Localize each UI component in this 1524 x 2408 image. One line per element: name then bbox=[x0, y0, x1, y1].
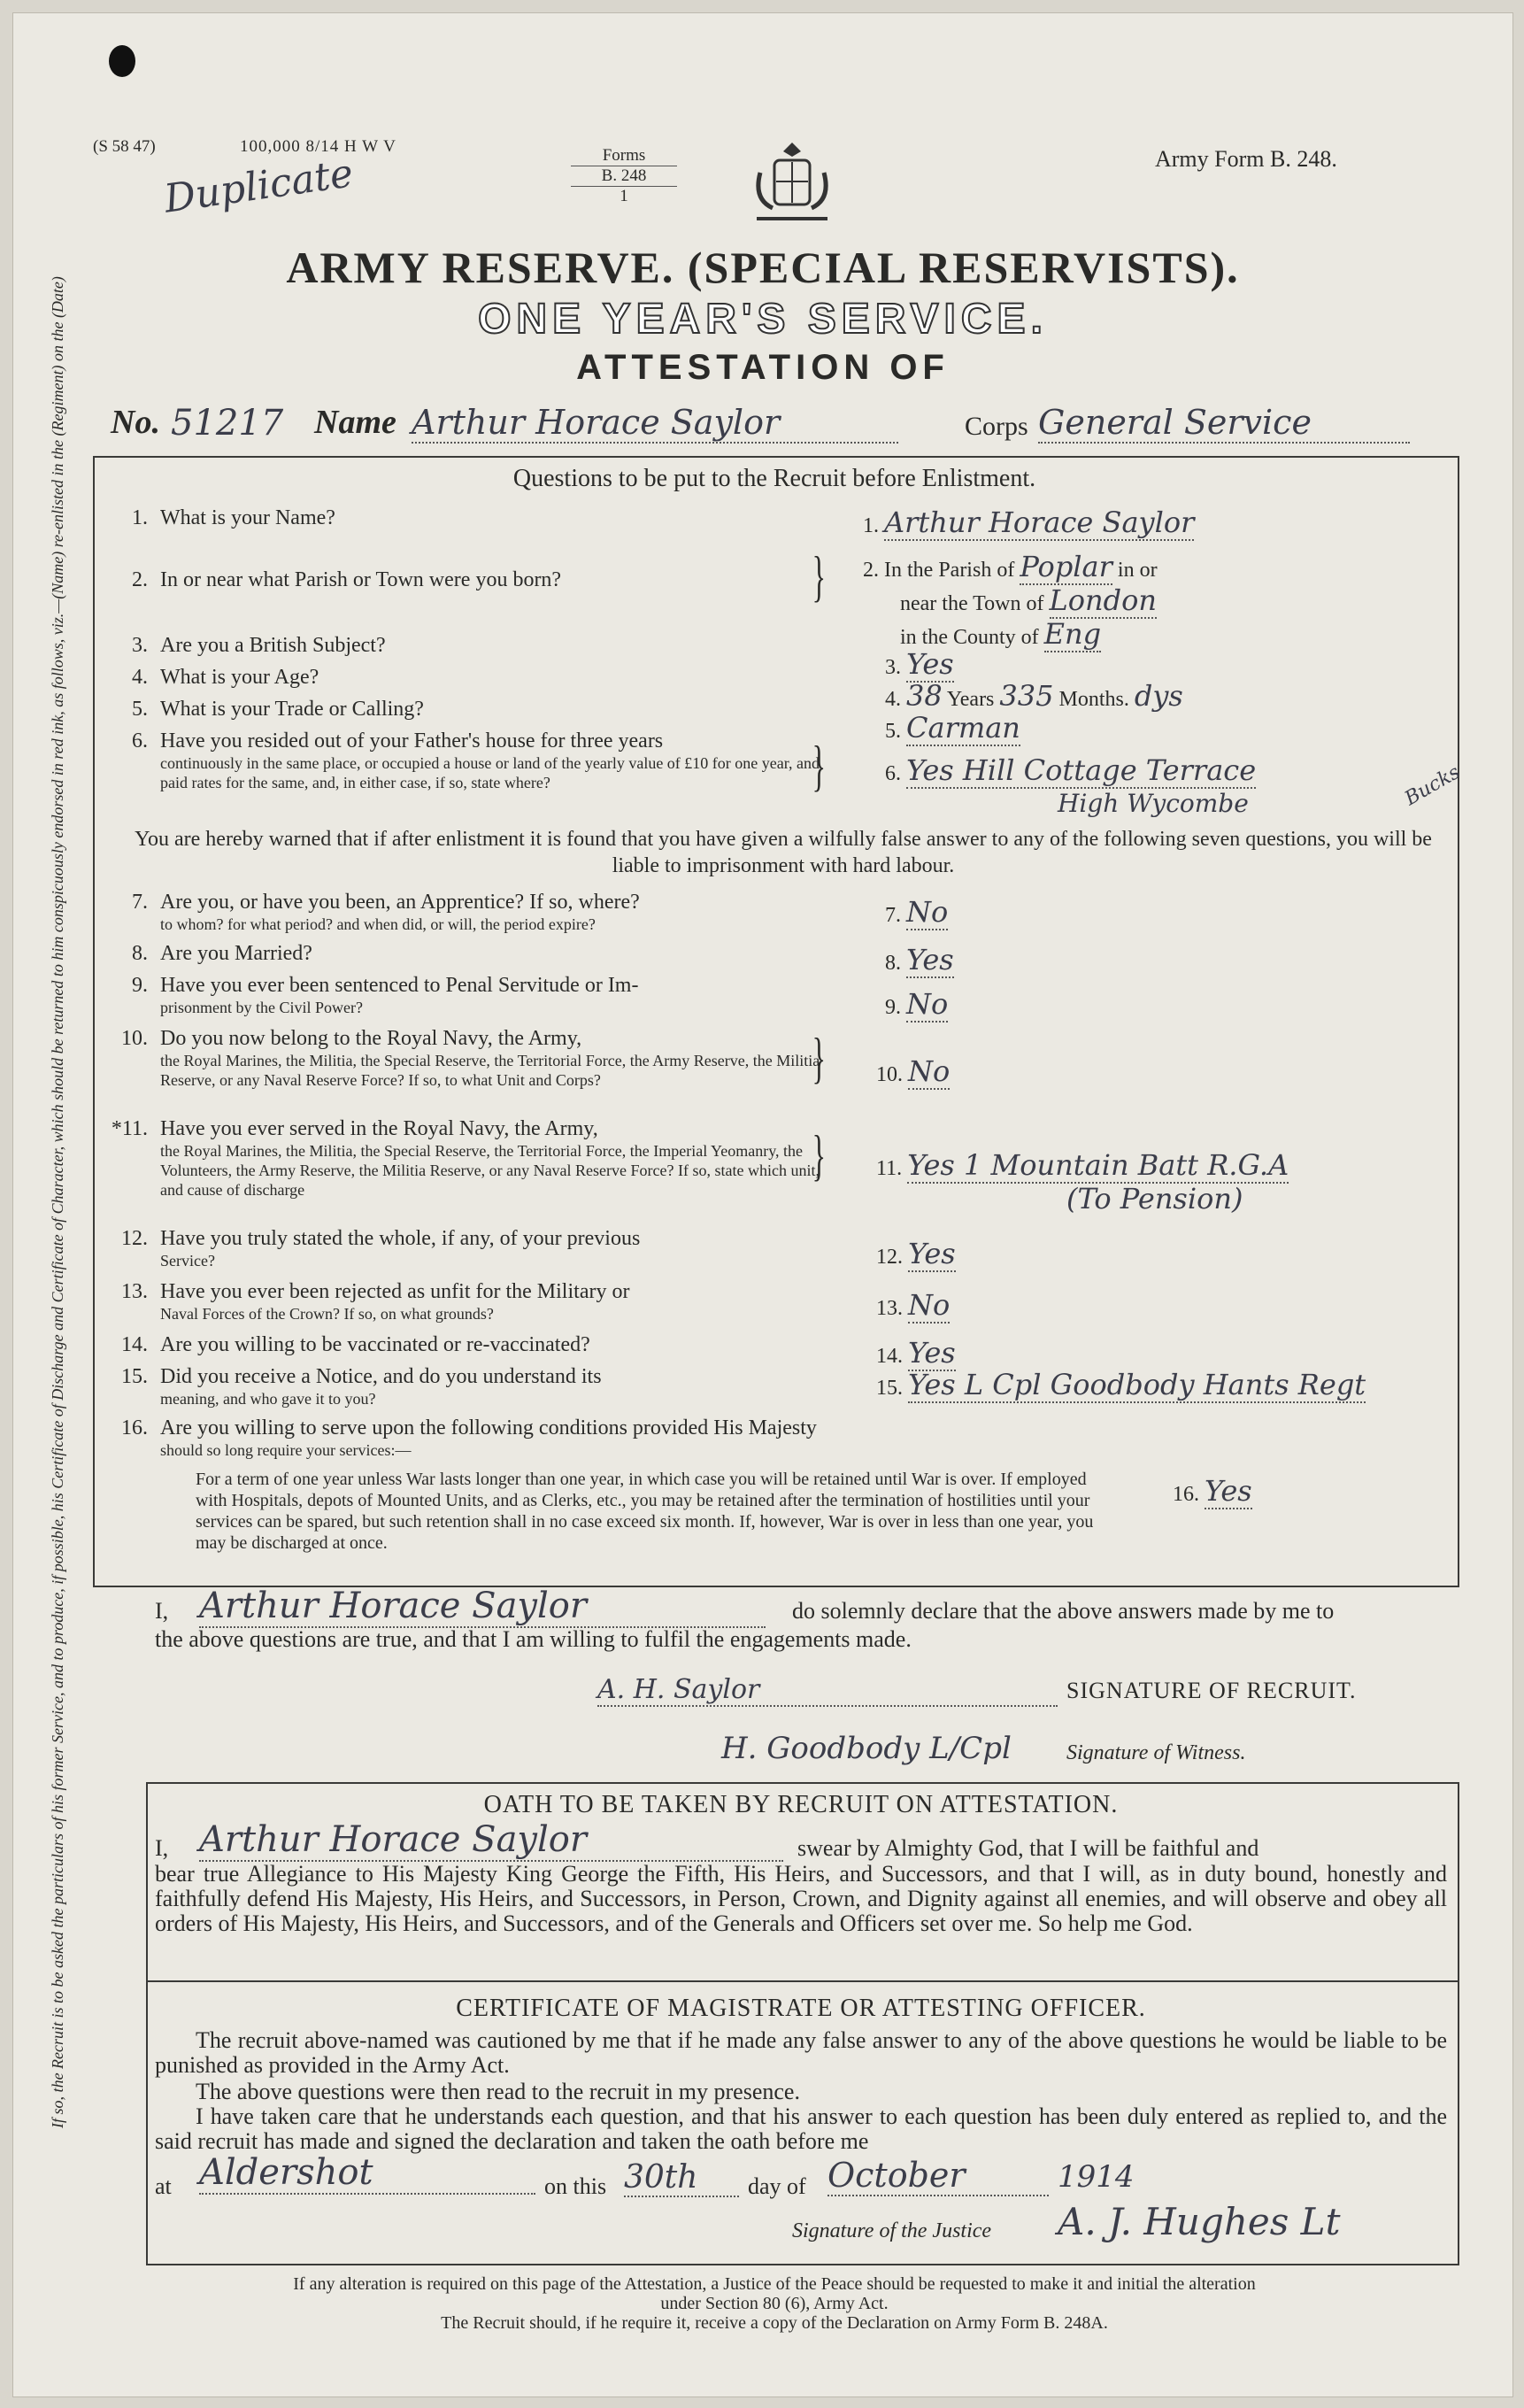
footer-line-2: under Section 80 (6), Army Act. bbox=[660, 2294, 889, 2313]
army-form-number: Army Form B. 248. bbox=[1155, 146, 1337, 172]
answer-11: 11. Yes 1 Mountain Batt R.G.A bbox=[876, 1148, 1289, 1182]
question-15: 15. Did you receive a Notice, and do you understand its meaning, and who gave it to you? bbox=[121, 1365, 602, 1408]
forms-box bbox=[571, 146, 677, 206]
footer-line-1: If any alteration is required on this page of the Attestation, a Justice of the Peace should be requested to make it and initial the alteration bbox=[293, 2274, 1256, 2294]
oath-text-1: swear by Almighty God, that I will be faithful and bbox=[797, 1835, 1259, 1861]
justice-signature: A. J. Hughes Lt bbox=[1058, 2200, 1341, 2243]
cert-on-this: on this bbox=[544, 2173, 607, 2199]
declaration-i: I, bbox=[155, 1598, 169, 1624]
questions-heading: Questions to be put to the Recruit before Enlistment. bbox=[512, 465, 1036, 492]
answer-8: 8. Yes bbox=[885, 943, 954, 976]
question-4: 4. What is your Age? bbox=[132, 666, 319, 689]
answer-7: 7. No bbox=[885, 895, 949, 929]
answer-6-county: Bucks bbox=[1401, 760, 1465, 811]
answer-9: 9. No bbox=[885, 987, 949, 1021]
cert-day: 30th bbox=[624, 2159, 739, 2197]
answer-2-county: in the County of Eng bbox=[900, 617, 1102, 651]
question-7: 7. Are you, or have you been, an Apprentice? If so, where? to whom? for what period? and when did, or will, the period expire? bbox=[132, 891, 640, 933]
form-code: (S 58 47) bbox=[93, 137, 156, 156]
name-label: Name bbox=[314, 404, 396, 441]
witness-signature: H. Goodbody L/Cpl bbox=[721, 1731, 1012, 1766]
declaration-name: Arthur Horace Saylor bbox=[199, 1586, 766, 1628]
oath-text-2: bear true Allegiance to His Majesty King George the Fifth, His Heirs, and Successors, and that I will, as in duty bound, honestly and faithfully defend His Majesty, His Heirs, and Successors, in Person, Crown, and Dignity against all enemies, and will observe and obey all orders of His Majesty, His Heirs, and Successors, and of the Generals and Officers set over me. So help me God. bbox=[155, 1861, 1447, 1936]
punch-hole bbox=[109, 45, 135, 77]
brace-q2: } bbox=[812, 544, 827, 607]
answer-2-parish: 2. In the Parish of Poplar in or bbox=[863, 550, 1158, 583]
cert-year: 1914 bbox=[1058, 2159, 1135, 2195]
declaration-text-1: do solemnly declare that the above answers made by me to bbox=[792, 1598, 1335, 1624]
justice-signature-label: Signature of the Justice bbox=[792, 2219, 992, 2242]
corps-value: General Service bbox=[1038, 403, 1410, 444]
form-title: ARMY RESERVE. (SPECIAL RESERVISTS). bbox=[286, 243, 1240, 292]
answer-5: 5. Carman bbox=[885, 711, 1020, 745]
question-13: 13. Have you ever been rejected as unfit for the Military or Naval Forces of the Crown? If so, on what grounds? bbox=[121, 1280, 630, 1323]
answer-6: 6. Yes Hill Cottage Terrace bbox=[885, 753, 1257, 787]
question-11: *11. Have you ever served in the Royal Navy, the Army, the Royal Marines, the Militia, the Special Reserve, the Territorial Force, the Imperial Yeomanry, the Volunteers, the Army Reserve, the Militia Reserve, or any Naval Reserve Force? If so, state which unit, and cause of discharge bbox=[111, 1117, 820, 1199]
answer-2-town: near the Town of London bbox=[900, 583, 1157, 617]
question-8: 8. Are you Married? bbox=[132, 942, 312, 965]
answer-12: 12. Yes bbox=[876, 1237, 956, 1270]
question-6: 6. Have you resided out of your Father's house for three years continuously in the same place, or occupied a house or land of the yearly value of £10 for one year, and paid rates for the same, and, in either case, if so, state where? bbox=[132, 729, 820, 791]
answer-3: 3. Yes bbox=[885, 647, 954, 681]
oath-name: Arthur Horace Saylor bbox=[199, 1819, 783, 1862]
answer-15: 15. Yes L Cpl Goodbody Hants Regt bbox=[876, 1368, 1366, 1401]
corps-label: Corps bbox=[965, 412, 1028, 441]
oath-heading: OATH TO BE TAKEN BY RECRUIT ON ATTESTATION. bbox=[483, 1791, 1119, 1818]
recruit-name: Arthur Horace Saylor bbox=[412, 403, 898, 444]
cert-day-of: day of bbox=[748, 2173, 806, 2199]
answer-14: 14. Yes bbox=[876, 1336, 956, 1370]
royal-arms-icon bbox=[748, 137, 836, 235]
print-run: 100,000 8/14 H W V bbox=[240, 137, 396, 156]
forms-label: Forms bbox=[602, 146, 646, 165]
footer-line-3: The Recruit should, if he require it, receive a copy of the Declaration on Army Form B. 248A. bbox=[441, 2313, 1108, 2333]
condition-16-text: For a term of one year unless War lasts longer than one year, in which case you will be retained until War is over. If employed with Hospitals, depots of Mounted Units, and as Clerks, etc., you may be retained after the termination of hostilities until your services can be spared, but such retention shall in no case exceed six month. If, however, War is over in less than one year, you may be discharged at once. bbox=[196, 1470, 1094, 1553]
question-14: 14. Are you willing to be vaccinated or re-vaccinated? bbox=[121, 1333, 590, 1356]
cert-month: October bbox=[827, 2156, 1049, 2196]
answer-11-note: (To Pension) bbox=[1066, 1182, 1243, 1216]
brace-q6: } bbox=[812, 734, 827, 797]
witness-signature-label: Signature of Witness. bbox=[1066, 1741, 1246, 1764]
question-9: 9. Have you ever been sentenced to Penal Servitude or Im- prisonment by the Civil Power? bbox=[132, 974, 639, 1016]
question-10: 10. Do you now belong to the Royal Navy, the Army, the Royal Marines, the Militia, the Special Reserve, the Territorial Force, the Army Reserve, the Militia Reserve, or any Naval Reserve Force? If so, to what Unit and Corps? bbox=[121, 1027, 820, 1089]
forms-number: 1 bbox=[620, 187, 628, 205]
question-16: 16. Are you willing to serve upon the following conditions provided His Majesty should so long require your services:— bbox=[121, 1416, 817, 1459]
attestation-page bbox=[12, 12, 1513, 2397]
oath-i: I, bbox=[155, 1835, 169, 1861]
answer-16: 16. Yes bbox=[1173, 1474, 1252, 1508]
footer-note bbox=[93, 2274, 1456, 2333]
answer-10: 10. No bbox=[876, 1054, 951, 1088]
answer-13: 13. No bbox=[876, 1288, 951, 1322]
service-number: 51217 bbox=[171, 403, 284, 444]
brace-q11: } bbox=[812, 1123, 827, 1186]
question-1: 1. What is your Name? bbox=[132, 506, 335, 529]
brace-q10: } bbox=[812, 1026, 827, 1089]
warning-text: You are hereby warned that if after enlistment it is found that you have given a wilfully false answer to any of the following seven questions, you will be liable to imprisonment with hard labour. bbox=[135, 828, 1432, 877]
certificate-para-2: The above questions were then read to the recruit in my presence. bbox=[196, 2079, 800, 2104]
question-12: 12. Have you truly stated the whole, if any, of your previous Service? bbox=[121, 1227, 641, 1270]
declaration-text-2: the above questions are true, and that I am willing to fulfil the engagements made. bbox=[155, 1626, 912, 1652]
answer-4: 4. 38 Years 335 Months. dys bbox=[885, 679, 1183, 713]
service-number-label: No. bbox=[111, 404, 160, 441]
certificate-para-3: I have taken care that he understands each question, and that his answer to each question has been duly entered as replied to, and the said recruit has made and signed the declaration and taken the oath before me bbox=[155, 2103, 1447, 2154]
answer-6-town: High Wycombe bbox=[1058, 789, 1249, 818]
forms-code: B. 248 bbox=[571, 166, 677, 187]
form-subtitle: ONE YEAR'S SERVICE. bbox=[478, 296, 1048, 343]
recruit-signature: A. H. Saylor bbox=[597, 1674, 1058, 1707]
attestation-heading: ATTESTATION OF bbox=[576, 348, 950, 387]
question-5: 5. What is your Trade or Calling? bbox=[132, 698, 424, 721]
recruit-signature-label: SIGNATURE OF RECRUIT. bbox=[1066, 1678, 1357, 1703]
certificate-heading: CERTIFICATE OF MAGISTRATE OR ATTESTING OFFICER. bbox=[456, 1995, 1146, 2022]
question-2: 2. In or near what Parish or Town were you born? bbox=[132, 568, 562, 591]
question-3: 3. Are you a British Subject? bbox=[132, 634, 386, 657]
sidebar-note: If so, the Recruit is to be asked the particulars of his former Service, and to produce, if possible, his Certificate of Discharge and Certificate of Character, which should be returned to him conspicuously endorsed in red ink, as follows, viz.—(Name) re-enlisted in the (Regiment) on the (Date) bbox=[49, 276, 66, 2128]
answer-1: 1. Arthur Horace Saylor bbox=[863, 506, 1195, 539]
certificate-para-1: The recruit above-named was cautioned by me that if he made any false answer to any of the above questions he would be liable to be punished as provided in the Army Act. bbox=[155, 2027, 1447, 2078]
cert-at: at bbox=[155, 2173, 172, 2199]
duplicate-mark: Duplicate bbox=[161, 150, 357, 222]
cert-place: Aldershot bbox=[199, 2152, 535, 2195]
